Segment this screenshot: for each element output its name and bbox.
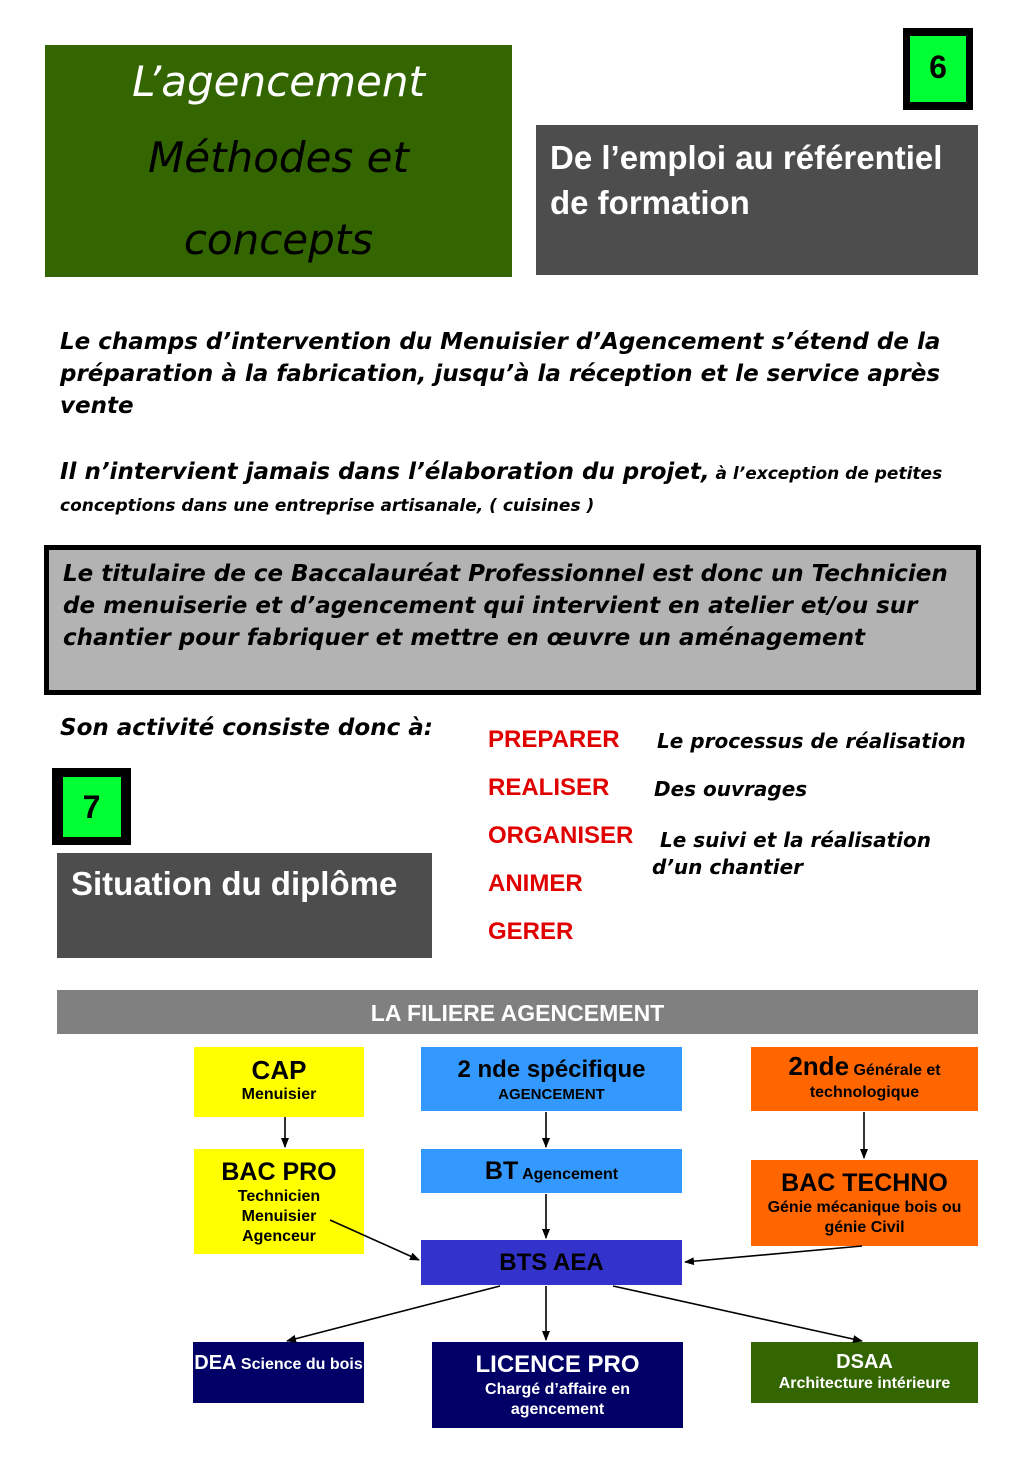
verb-preparer: PREPARER: [488, 726, 620, 753]
activity-intro: Son activité consiste donc à:: [60, 715, 433, 741]
chapter-title-line-3: concepts: [183, 215, 374, 264]
node-dsaa-sub: Architecture intérieure: [778, 1375, 951, 1392]
intro-paragraph-2-main: Il n’intervient jamais dans l’élaboration du projet,: [60, 459, 710, 485]
section-number-6: 6: [910, 36, 966, 102]
node-bt-sub: Agencement: [518, 1166, 619, 1183]
verb-organiser: ORGANISER: [488, 822, 634, 849]
node-licence-pro-sub: Chargé d’affaire en agencement: [485, 1381, 630, 1418]
node-seconde-specifique-title: 2 nde spécifique: [457, 1056, 646, 1083]
arrow-bacpro-to-bts: [330, 1220, 419, 1260]
node-cap-title: CAP: [251, 1055, 307, 1085]
verb-realiser: REALISER: [488, 774, 610, 801]
node-seconde-generale-sub: Générale et technologique: [809, 1062, 941, 1101]
arrow-bts-to-dea: [287, 1286, 500, 1341]
section-7-title: Situation du diplôme: [57, 853, 432, 958]
desc-organiser-line-1: Le suivi et la réalisation: [660, 828, 931, 852]
node-dea-title: DEA: [194, 1352, 237, 1374]
chapter-title-line-2: Méthodes et: [148, 133, 409, 182]
intro-paragraph-1: Le champs d’intervention du Menuisier d’Agencement s’étend de la préparation à la fabrication, jusqu’à la réception et le service après vente: [60, 329, 941, 419]
verb-gerer: GERER: [488, 918, 574, 945]
node-bac-pro-sub: Technicien Menuisier Agenceur: [237, 1188, 321, 1245]
definition-box: Le titulaire de ce Baccalauréat Professionnel est donc un Technicien de menuiserie et d’agencement qui intervient en atelier et/ou sur chantier pour fabriquer et mettre en œuvre un aménagement: [44, 545, 981, 695]
filiere-header: LA FILIERE AGENCEMENT: [57, 990, 978, 1034]
section-6-title: De l’emploi au référentiel de formation: [536, 125, 978, 275]
arrow-bts-to-dsaa: [613, 1286, 862, 1341]
node-cap-sub: Menuisier: [241, 1086, 317, 1103]
section-number-7: 7: [63, 777, 121, 837]
verb-animer: ANIMER: [488, 870, 583, 897]
node-bac-techno-title: BAC TECHNO: [781, 1169, 948, 1197]
node-dsaa-title: DSAA: [836, 1351, 893, 1373]
chapter-title-line-1: L’agencement: [132, 57, 425, 106]
desc-organiser-line-2: d’un chantier: [652, 855, 804, 879]
desc-preparer: Le processus de réalisation: [657, 729, 966, 753]
arrow-bactechno-to-bts: [685, 1246, 862, 1262]
node-seconde-generale-title: 2nde: [788, 1051, 850, 1081]
node-bac-techno-sub: Génie mécanique bois ou génie Civil: [767, 1199, 962, 1236]
node-bac-pro-title: BAC PRO: [221, 1158, 337, 1186]
desc-realiser: Des ouvrages: [654, 777, 808, 801]
node-licence-pro-title: LICENCE PRO: [475, 1351, 640, 1378]
node-bt-title: BT: [484, 1157, 519, 1185]
node-seconde-specifique-sub: AGENCEMENT: [498, 1086, 605, 1103]
intro-paragraph-2-small: à l’exception de petites conceptions dans une entreprise artisanale, ( cuisines ): [60, 464, 943, 516]
node-bts-aea: BTS AEA: [421, 1240, 682, 1285]
node-dea-sub: Science du bois: [236, 1356, 363, 1373]
